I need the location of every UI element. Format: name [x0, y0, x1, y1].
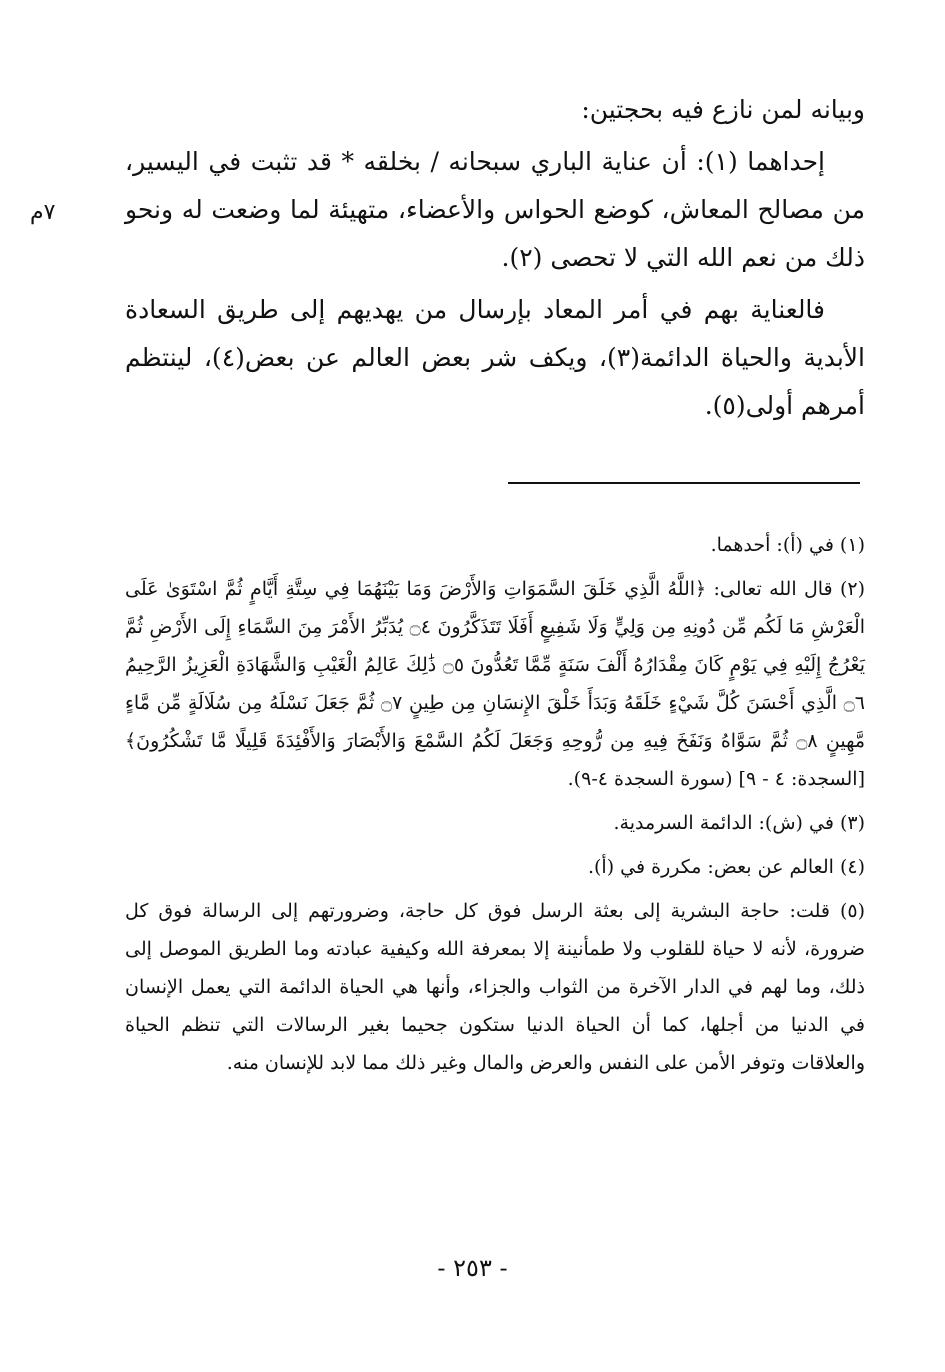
- paragraph-intro: وبيانه لمن نازع فيه بحجتين:: [581, 95, 865, 124]
- paragraph-first-argument: إحداهما (١): أن عناية الباري سبحانه / بخلقه * قد تثبت في اليسير، من مصالح المعاش، كوضع الحواس والأعضاء، متهيئة لما وضعت له ونحو ذلك من نعم الله التي لا تحصى (٢).: [125, 147, 865, 272]
- footnote-3: (٣) في (ش): الدائمة السرمدية.: [613, 812, 865, 834]
- footnote-2: (٢) قال الله تعالى: ﴿اللَّهُ الَّذِي خَلَقَ السَّمَوَاتِ وَالأَرْضَ وَمَا بَيْنَهُمَا فِي سِتَّةِ أَيَّامٍ ثُمَّ اسْتَوَىٰ عَلَى الْعَرْشِ مَا لَكُم مِّن دُونِهِ مِن وَلِيٍّ وَلَا شَفِيعٍ أَفَلَا تَتَذَكَّرُونَ ۝٤ يُدَبِّرُ الأَمْرَ مِنَ السَّمَاءِ إِلَى الأَرْضِ ثُمَّ يَعْرُجُ إِلَيْهِ فِي يَوْمٍ كَانَ مِقْدَارُهُ أَلْفَ سَنَةٍ مِّمَّا تَعُدُّونَ ۝٥ ذَٰلِكَ عَالِمُ الْغَيْبِ وَالشَّهَادَةِ الْعَزِيزُ الرَّحِيمُ ۝٦ الَّذِي أَحْسَنَ كُلَّ شَيْءٍ خَلَقَهُ وَبَدَأَ خَلْقَ الإِنسَانِ مِن طِينٍ ۝٧ ثُمَّ جَعَلَ نَسْلَهُ مِن سُلَالَةٍ مِّن مَّاءٍ مَّهِينٍ ۝٨ ثُمَّ سَوَّاهُ وَنَفَخَ فِيهِ مِن رُّوحِهِ وَجَعَلَ لَكُمُ السَّمْعَ وَالأَبْصَارَ وَالأَفْئِدَةَ قَلِيلًا مَّا تَشْكُرُونَ﴾ [السجدة: ٤ - ٩] (سورة السجدة ٤-٩).: [125, 578, 866, 790]
- margin-folio-note: ٧م: [30, 200, 56, 225]
- main-text: [125, 86, 865, 430]
- page-number: - ٢٥٣ -: [437, 1254, 508, 1282]
- footnote-4: (٤) العالم عن بعض: مكررة في (أ).: [587, 856, 865, 878]
- paragraph-second-argument: فالعناية بهم في أمر المعاد بإرسال من يهديهم إلى طريق السعادة الأبدية والحياة الدائمة(٣)، ويكف شر بعض العالم عن بعض(٤)، لينتظم أمرهم أولى(٥).: [125, 295, 866, 420]
- footnote-1: (١) في (أ): أحدهما.: [710, 534, 865, 556]
- footnote-5: (٥) قلت: حاجة البشرية إلى بعثة الرسل فوق كل حاجة، وضرورتهم إلى الرسالة فوق كل ضرورة، لأنه لا حياة للقلوب ولا طمأنينة إلا بمعرفة الله وكيفية عبادته وما الطريق الموصل إلى ذلك، وما لهم في الدار الآخرة من الثواب والجزاء، وأنها هي الحياة الدائمة التي يعمل الإنسان في الدنيا من أجلها، كما أن الحياة الدنيا ستكون جحيما بغير الرسالات التي تنظم الحياة والعلاقات وتوفر الأمن على النفس والعرض والمال وغير ذلك مما لابد للإنسان منه.: [125, 900, 865, 1074]
- footnote-separator: [508, 482, 860, 484]
- footnotes: [125, 526, 865, 1082]
